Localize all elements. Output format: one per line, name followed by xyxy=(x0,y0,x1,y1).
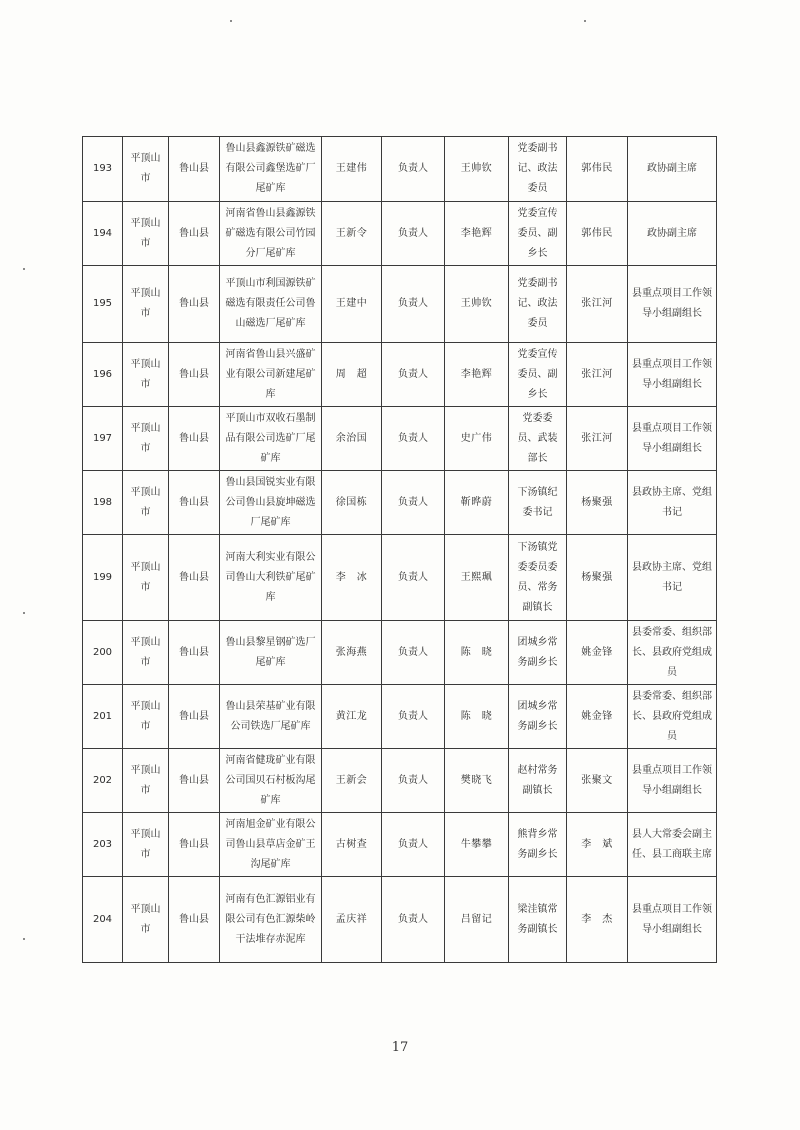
county-official-title: 县重点项目工作领导小组副组长 xyxy=(628,749,717,813)
table-row xyxy=(83,749,717,813)
township-official: 王熙珮 xyxy=(445,535,509,621)
row-number: 200 xyxy=(83,621,123,685)
township-official: 陈 晓 xyxy=(445,685,509,749)
scan-speck xyxy=(230,20,232,22)
township-official-title: 团城乡常务副乡长 xyxy=(509,685,567,749)
responsible-role: 负责人 xyxy=(382,202,445,266)
city-cell: 平顶山市 xyxy=(123,407,169,471)
county-official: 郭伟民 xyxy=(567,137,628,202)
row-number: 199 xyxy=(83,535,123,621)
row-number: 195 xyxy=(83,266,123,343)
facility-name: 平顶山市双收石墨制品有限公司选矿厂尾矿库 xyxy=(220,407,322,471)
facility-name: 鲁山县荣基矿业有限公司铁选厂尾矿库 xyxy=(220,685,322,749)
row-number: 198 xyxy=(83,471,123,535)
county-official: 张江河 xyxy=(567,343,628,407)
county-cell: 鲁山县 xyxy=(169,877,220,963)
scan-speck xyxy=(23,612,25,614)
county-official-title: 政协副主席 xyxy=(628,202,717,266)
county-official-title: 县重点项目工作领导小组副组长 xyxy=(628,877,717,963)
city-cell: 平顶山市 xyxy=(123,813,169,877)
township-official: 吕留记 xyxy=(445,877,509,963)
facility-name: 河南有色汇源铝业有限公司有色汇源柴岭干法堆存赤泥库 xyxy=(220,877,322,963)
township-official-title: 梁洼镇常务副镇长 xyxy=(509,877,567,963)
row-number: 196 xyxy=(83,343,123,407)
table-row xyxy=(83,471,717,535)
county-official-title: 政协副主席 xyxy=(628,137,717,202)
county-official-title: 县委常委、组织部长、县政府党组成员 xyxy=(628,685,717,749)
table-row xyxy=(83,202,717,266)
township-official: 李艳辉 xyxy=(445,202,509,266)
table-row xyxy=(83,621,717,685)
city-cell: 平顶山市 xyxy=(123,877,169,963)
township-official: 李艳辉 xyxy=(445,343,509,407)
township-official: 牛攀攀 xyxy=(445,813,509,877)
responsible-role: 负责人 xyxy=(382,813,445,877)
county-official: 张江河 xyxy=(567,407,628,471)
responsible-person: 孟庆祥 xyxy=(322,877,382,963)
county-cell: 鲁山县 xyxy=(169,685,220,749)
county-official: 姚金锋 xyxy=(567,621,628,685)
county-cell: 鲁山县 xyxy=(169,343,220,407)
responsible-role: 负责人 xyxy=(382,685,445,749)
table-row xyxy=(83,685,717,749)
county-official: 杨聚强 xyxy=(567,535,628,621)
city-cell: 平顶山市 xyxy=(123,202,169,266)
page-number: 17 xyxy=(391,1040,409,1055)
county-official: 杨聚强 xyxy=(567,471,628,535)
row-number: 202 xyxy=(83,749,123,813)
row-number: 204 xyxy=(83,877,123,963)
responsible-person: 余治国 xyxy=(322,407,382,471)
facility-name: 河南省鲁山县鑫源铁矿磁选有限公司竹园分厂尾矿库 xyxy=(220,202,322,266)
table-row xyxy=(83,535,717,621)
responsible-role: 负责人 xyxy=(382,877,445,963)
responsible-role: 负责人 xyxy=(382,471,445,535)
responsible-person: 周 超 xyxy=(322,343,382,407)
responsible-role: 负责人 xyxy=(382,266,445,343)
responsible-person: 王建中 xyxy=(322,266,382,343)
responsible-person: 王新会 xyxy=(322,749,382,813)
township-official-title: 党委副书记、政法委员 xyxy=(509,266,567,343)
responsible-person: 黄江龙 xyxy=(322,685,382,749)
row-number: 197 xyxy=(83,407,123,471)
row-number: 201 xyxy=(83,685,123,749)
county-cell: 鲁山县 xyxy=(169,621,220,685)
county-official: 张江河 xyxy=(567,266,628,343)
county-cell: 鲁山县 xyxy=(169,202,220,266)
county-cell: 鲁山县 xyxy=(169,535,220,621)
city-cell: 平顶山市 xyxy=(123,535,169,621)
facility-name: 河南省健珑矿业有限公司国贝石村板沟尾矿库 xyxy=(220,749,322,813)
table-row xyxy=(83,266,717,343)
county-cell: 鲁山县 xyxy=(169,266,220,343)
county-official-title: 县政协主席、党组书记 xyxy=(628,535,717,621)
responsible-role: 负责人 xyxy=(382,749,445,813)
township-official-title: 熊背乡常务副乡长 xyxy=(509,813,567,877)
township-official-title: 党委委员、武装部长 xyxy=(509,407,567,471)
county-cell: 鲁山县 xyxy=(169,137,220,202)
county-cell: 鲁山县 xyxy=(169,471,220,535)
township-official: 王帅钦 xyxy=(445,266,509,343)
county-official-title: 县政协主席、党组书记 xyxy=(628,471,717,535)
township-official: 王帅钦 xyxy=(445,137,509,202)
township-official: 陈 晓 xyxy=(445,621,509,685)
township-official-title: 赵村常务副镇长 xyxy=(509,749,567,813)
responsibility-table xyxy=(82,136,717,963)
table-row xyxy=(83,877,717,963)
responsible-person: 李 冰 xyxy=(322,535,382,621)
responsible-person: 王新令 xyxy=(322,202,382,266)
county-official: 李 杰 xyxy=(567,877,628,963)
row-number: 193 xyxy=(83,137,123,202)
county-official: 姚金锋 xyxy=(567,685,628,749)
responsible-person: 王建伟 xyxy=(322,137,382,202)
township-official-title: 下汤镇党委委员委员、常务副镇长 xyxy=(509,535,567,621)
responsible-role: 负责人 xyxy=(382,621,445,685)
responsible-person: 张海燕 xyxy=(322,621,382,685)
city-cell: 平顶山市 xyxy=(123,137,169,202)
table-row xyxy=(83,343,717,407)
county-cell: 鲁山县 xyxy=(169,407,220,471)
county-official: 郭伟民 xyxy=(567,202,628,266)
county-official-title: 县人大常委会副主任、县工商联主席 xyxy=(628,813,717,877)
township-official-title: 党委宣传委员、副乡长 xyxy=(509,202,567,266)
facility-name: 河南省鲁山县兴盛矿业有限公司新建尾矿库 xyxy=(220,343,322,407)
facility-name: 平顶山市利国源铁矿磁选有限责任公司鲁山磁选厂尾矿库 xyxy=(220,266,322,343)
city-cell: 平顶山市 xyxy=(123,343,169,407)
table-row xyxy=(83,137,717,202)
row-number: 203 xyxy=(83,813,123,877)
responsible-role: 负责人 xyxy=(382,343,445,407)
table-row xyxy=(83,813,717,877)
county-official-title: 县委常委、组织部长、县政府党组成员 xyxy=(628,621,717,685)
township-official-title: 党委副书记、政法委员 xyxy=(509,137,567,202)
township-official: 樊晓飞 xyxy=(445,749,509,813)
scan-speck xyxy=(23,268,25,270)
city-cell: 平顶山市 xyxy=(123,266,169,343)
county-official-title: 县重点项目工作领导小组副组长 xyxy=(628,343,717,407)
responsible-person: 古树查 xyxy=(322,813,382,877)
facility-name: 鲁山县鑫源铁矿磁选有限公司鑫堡选矿厂尾矿库 xyxy=(220,137,322,202)
township-official: 靳晔蔚 xyxy=(445,471,509,535)
row-number: 194 xyxy=(83,202,123,266)
responsible-role: 负责人 xyxy=(382,407,445,471)
city-cell: 平顶山市 xyxy=(123,621,169,685)
table-row xyxy=(83,407,717,471)
county-official: 李 斌 xyxy=(567,813,628,877)
responsible-role: 负责人 xyxy=(382,137,445,202)
township-official-title: 团城乡常务副乡长 xyxy=(509,621,567,685)
city-cell: 平顶山市 xyxy=(123,749,169,813)
township-official-title: 下汤镇纪委书记 xyxy=(509,471,567,535)
county-official: 张聚文 xyxy=(567,749,628,813)
township-official: 史广伟 xyxy=(445,407,509,471)
responsible-person: 徐国栋 xyxy=(322,471,382,535)
responsible-role: 负责人 xyxy=(382,535,445,621)
county-cell: 鲁山县 xyxy=(169,749,220,813)
township-official-title: 党委宣传委员、副乡长 xyxy=(509,343,567,407)
facility-name: 河南旭金矿业有限公司鲁山县草店金矿王沟尾矿库 xyxy=(220,813,322,877)
city-cell: 平顶山市 xyxy=(123,471,169,535)
county-official-title: 县重点项目工作领导小组副组长 xyxy=(628,407,717,471)
facility-name: 鲁山县黎星钢矿选厂尾矿库 xyxy=(220,621,322,685)
scan-speck xyxy=(584,20,586,22)
facility-name: 鲁山县国锐实业有限公司鲁山县旋坤磁选厂尾矿库 xyxy=(220,471,322,535)
city-cell: 平顶山市 xyxy=(123,685,169,749)
scan-speck xyxy=(23,938,25,940)
county-official-title: 县重点项目工作领导小组副组长 xyxy=(628,266,717,343)
facility-name: 河南大利实业有限公司鲁山大利铁矿尾矿库 xyxy=(220,535,322,621)
county-cell: 鲁山县 xyxy=(169,813,220,877)
